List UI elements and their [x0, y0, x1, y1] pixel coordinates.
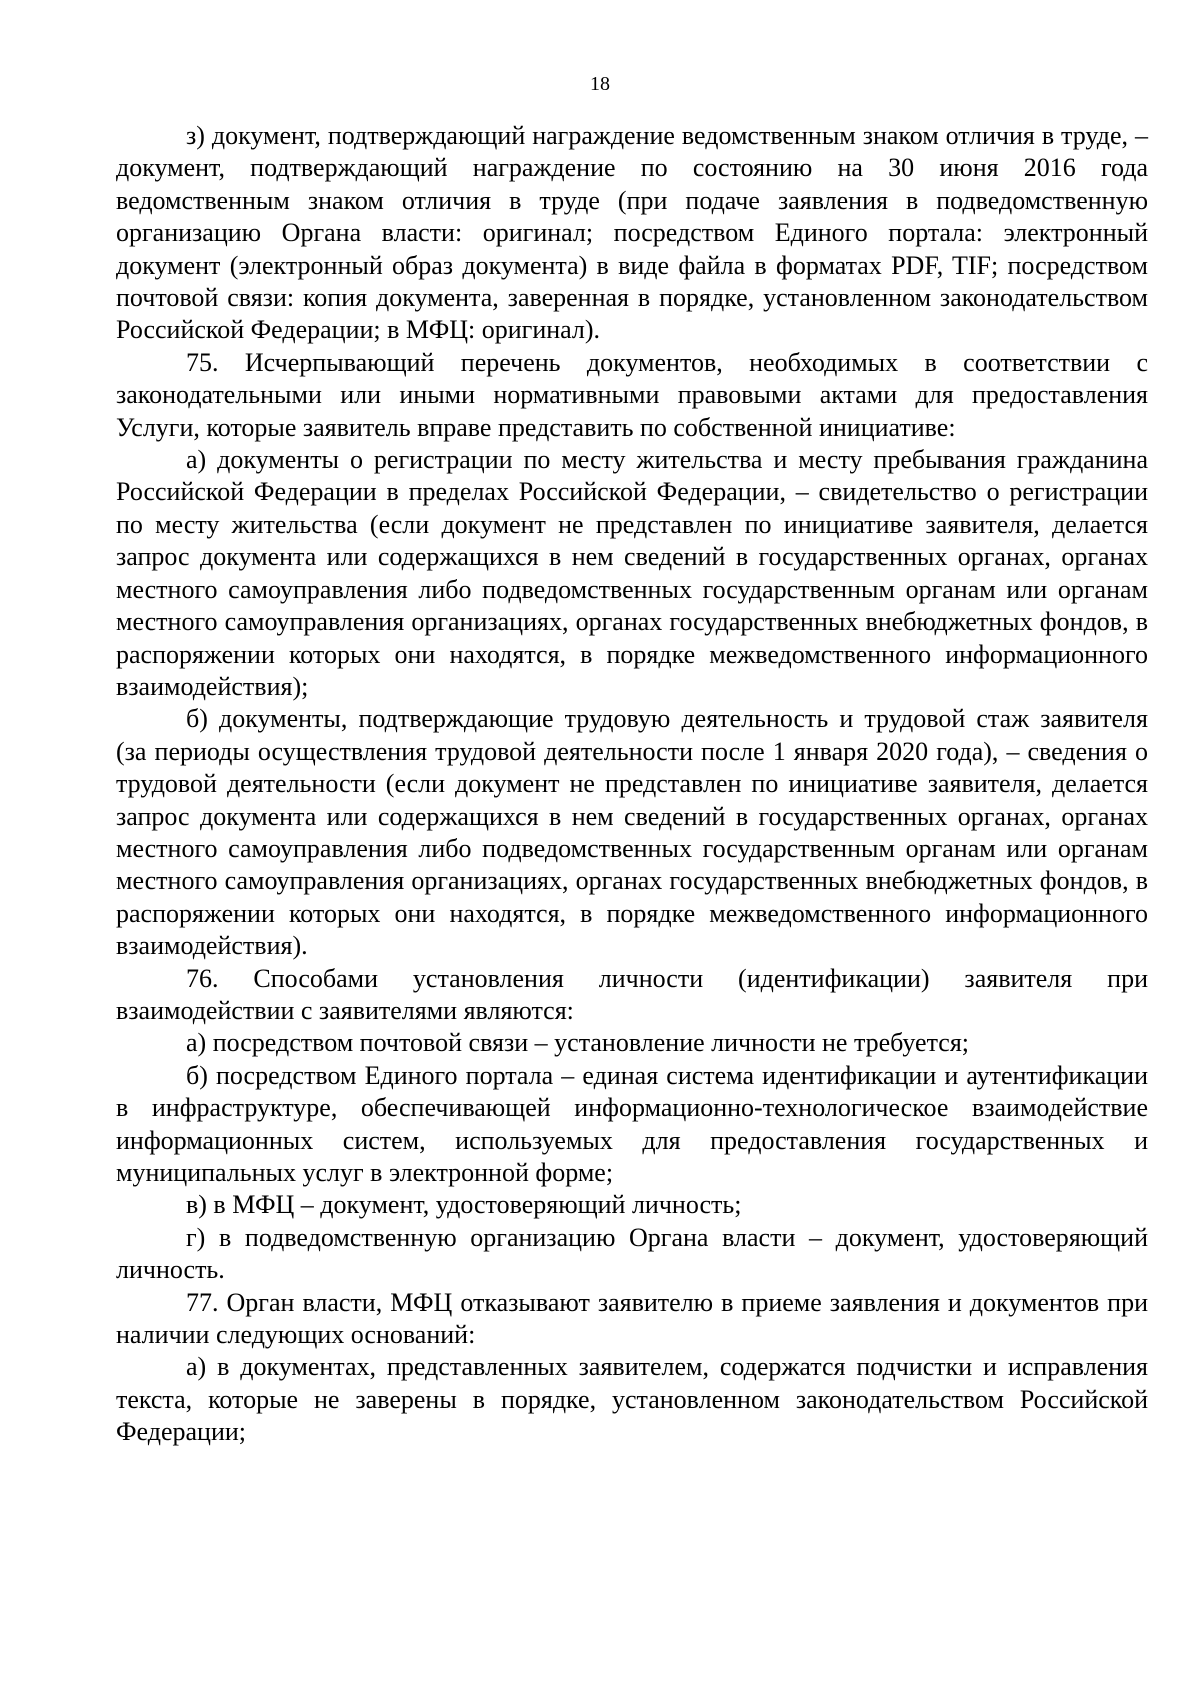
- paragraph-77: 77. Орган власти, МФЦ отказывают заявителю в приеме заявления и документов при наличии следующих оснований:: [116, 1287, 1148, 1350]
- document-body: [116, 120, 1148, 1449]
- paragraph-76-a: а) посредством почтовой связи – установление личности не требуется;: [186, 1028, 969, 1058]
- paragraph-77-a: а) в документах, представленных заявителем, содержатся подчистки и исправления текста, которые не заверены в порядке, установленном законодательством Российской Федерации;: [116, 1352, 1148, 1447]
- paragraph-76: 76. Способами установления личности (идентификации) заявителя при взаимодействии с заявителями являются:: [116, 963, 1148, 1025]
- paragraph-76-g: г) в подведомственную организацию Органа власти – документ, удостоверяющий личность.: [116, 1222, 1148, 1285]
- paragraph-75-a: а) документы о регистрации по месту жительства и месту пребывания гражданина Российской Федерации в пределах Российской Федерации, – свидетельство о регистрации по месту жительства (если документ не представлен по инициативе заявителя, делается запрос документа или содержащихся в нем сведений в государственных органах, органах местного самоуправления либо подведомственных государственным органам или органам местного самоуправления организациях, органах государственных внебюджетных фондов, в распоряжении которых они находятся, в порядке межведомственного информационного взаимодействия);: [116, 445, 1148, 701]
- paragraph-z-award-document: з) документ, подтверждающий награждение ведомственным знаком отличия в труде, – документ, подтверждающий награждение по состоянию на 30 июня 2016 года ведомственным знаком отличия в труде (при подаче заявления в подведомственную организацию Органа власти: оригинал; посредством Единого портала: электронный документ (электронный образ документа) в виде файла в форматах PDF, TIF; посредством почтовой связи: копия документа, заверенная в порядке, установленном законодательством Российской Федерации; в МФЦ: оригинал).: [116, 121, 1148, 345]
- page-number: 18: [590, 73, 610, 95]
- paragraph-76-b: б) посредством Единого портала – единая система идентификации и аутентификации в инфраструктуре, обеспечивающей информационно-технологическое взаимодействие информационных систем, используемых для предоставления государственных и муниципальных услуг в электронной форме;: [116, 1060, 1148, 1187]
- paragraph-76-v: в) в МФЦ – документ, удостоверяющий личность;: [186, 1190, 742, 1220]
- paragraph-75: 75. Исчерпывающий перечень документов, необходимых в соответствии с законодательными или иными нормативными правовыми актами для предоставления Услуги, которые заявитель вправе представить по собственной инициативе:: [116, 347, 1148, 442]
- paragraph-75-b: б) документы, подтверждающие трудовую деятельность и трудовой стаж заявителя (за периоды осуществления трудовой деятельности после 1 января 2020 года), – сведения о трудовой деятельности (если документ не представлен по инициативе заявителя, делается запрос документа или содержащихся в нем сведений в государственных органах, органах местного самоуправления либо подведомственных государственным органам или органам местного самоуправления организациях, органах государственных внебюджетных фондов, в распоряжении которых они находятся, в порядке межведомственного информационного взаимодействия).: [116, 704, 1148, 961]
